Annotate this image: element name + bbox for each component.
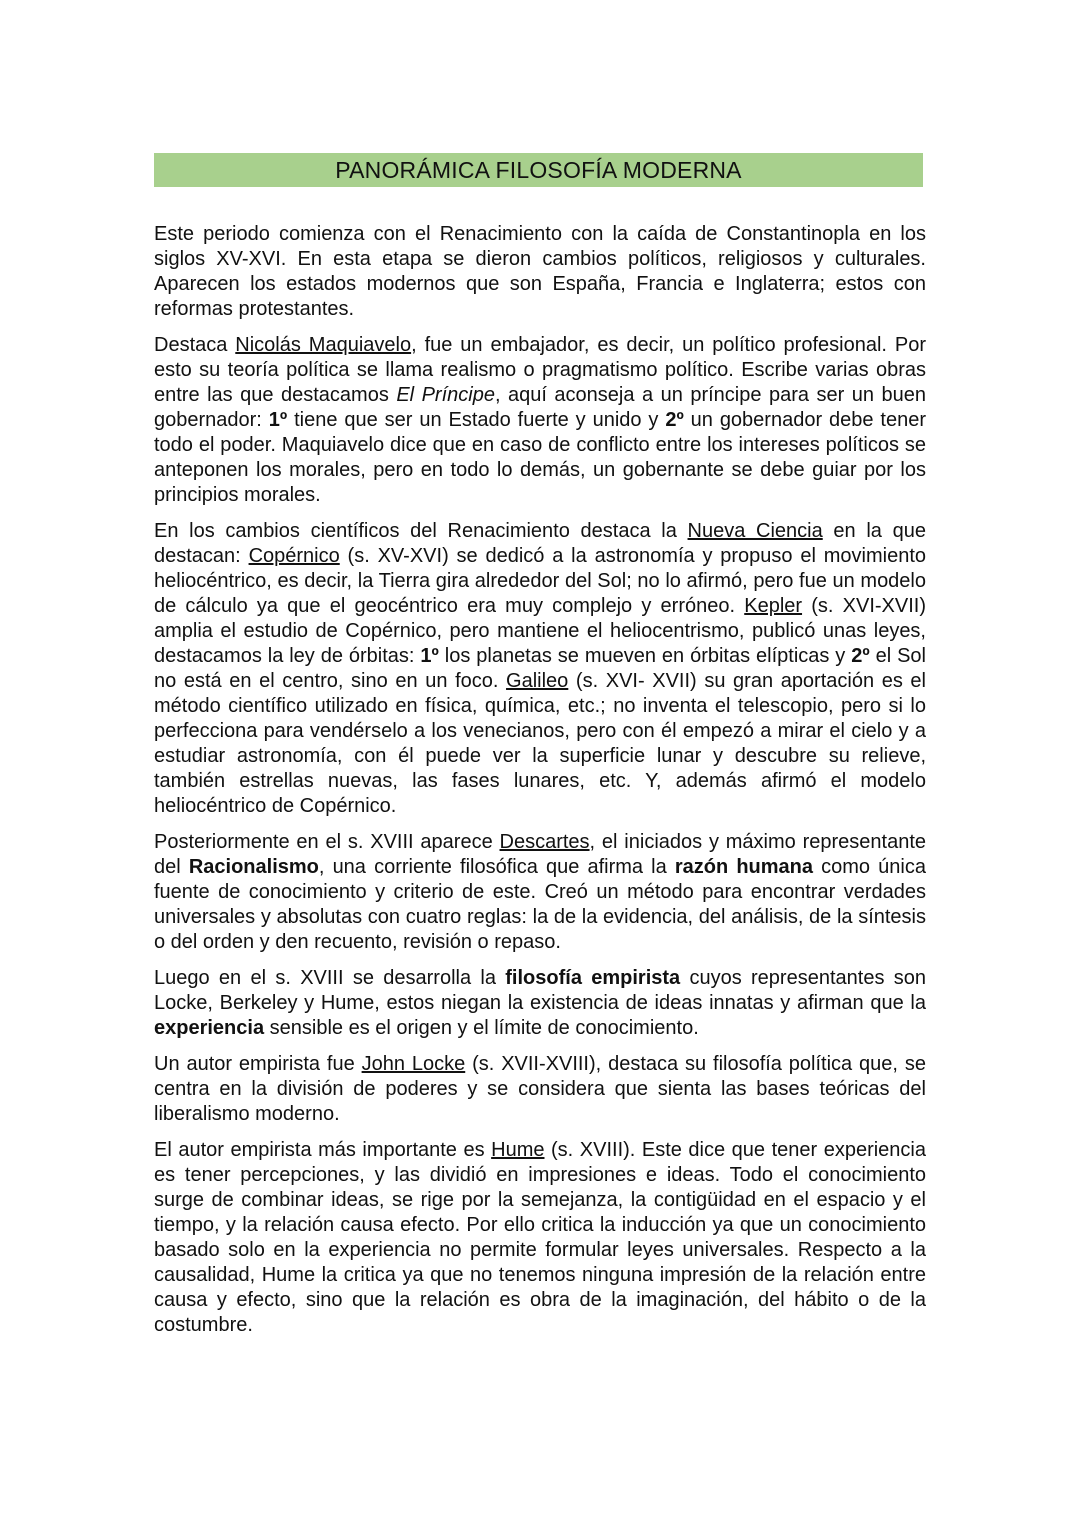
- text-run: el Sol no está en el centro, sino en un foco.: [154, 645, 926, 692]
- bold-text: Racionalismo: [188, 856, 319, 878]
- text-run: , una corriente filosófica que afirma la: [318, 856, 675, 878]
- text-run: (s. XVI-XVII) amplia el estudio de Copérnico, pero mantiene el heliocentrismo, publicó unas leyes, destacamos la ley de órbitas:: [154, 595, 926, 667]
- underlined-text: Galileo: [506, 670, 569, 692]
- page-title: PANORÁMICA FILOSOFÍA MODERNA: [335, 156, 742, 183]
- bold-text: 1º: [268, 409, 288, 431]
- text-run: En los cambios científicos del Renacimiento destaca la: [154, 520, 688, 542]
- text-run: (s. XVI- XVII) su gran aportación es el método científico utilizado en física, química, etc.; no inventa el telescopio, pero si lo perfecciona para vendérselo a los venecianos, pero con él empezó a mirar el cielo y a estudiar astronomía, con él puede ver la superficie lunar y descubre su relieve, también estrellas nuevas, las fases lunares, etc. Y, además afirmó el modelo heliocéntrico de Copérnico.: [154, 670, 926, 817]
- paragraph: [154, 1138, 926, 1338]
- document-body: [154, 222, 926, 1349]
- text-run: un gobernador debe tener todo el poder. Maquiavelo dice que en caso de conflicto entre los intereses políticos se anteponen los morales, pero en todo lo demás, un gobernante se debe guiar por los principios morales.: [154, 409, 926, 506]
- paragraph: [154, 333, 926, 508]
- text-run: (s. XVIII). Este dice que tener experiencia es tener percepciones, y las dividió en impresiones e ideas. Todo el conocimiento surge de combinar ideas, se rige por la semejanza, la contigüidad en el espacio y el tiempo, y la relación causa efecto. Por ello critica la inducción ya que un conocimiento basado solo en la experiencia no permite formular leyes universales. Respecto a la causalidad, Hume la critica ya que no tenemos ninguna impresión de la relación entre causa y efecto, sino que la relación es obra de la imaginación, del hábito o de la costumbre.: [154, 1139, 926, 1336]
- underlined-text: Nueva Ciencia: [687, 520, 823, 542]
- text-run: como única fuente de conocimiento y criterio de este. Creó un método para encontrar verdades universales y absolutas con cuatro reglas: la de la evidencia, del análisis, de la síntesis o del orden y den recuento, revisión o repaso.: [154, 856, 926, 953]
- text-run: , fue un embajador, es decir, un político profesional. Por esto su teoría política se llama realismo o pragmatismo político. Escribe varias obras entre las que destacamos: [154, 334, 926, 406]
- text-run: Este periodo comienza con el Renacimiento con la caída de Constantinopla en los siglos XV-XVI. En esta etapa se dieron cambios políticos, religiosos y culturales. Aparecen los estados modernos que son España, Francia e Inglaterra; estos con reformas protestantes.: [154, 223, 926, 320]
- bold-text: razón humana: [674, 856, 814, 878]
- text-run: tiene que ser un Estado fuerte y unido y: [287, 409, 666, 431]
- bold-text: filosofía empirista: [505, 967, 681, 989]
- text-run: sensible es el origen y el límite de conocimiento.: [264, 1017, 699, 1039]
- underlined-text: Kepler: [744, 595, 803, 617]
- paragraph: [154, 222, 926, 322]
- text-run: , el iniciados y máximo representante del: [154, 831, 927, 878]
- underlined-text: Nicolás Maquiavelo: [235, 334, 412, 356]
- bold-text: 1º: [420, 645, 439, 667]
- text-run: , aquí aconseja a un príncipe para ser un buen gobernador:: [154, 384, 926, 431]
- text-run: Un autor empirista fue: [154, 1053, 362, 1075]
- paragraph: [154, 519, 926, 819]
- text-run: El autor empirista más importante es: [154, 1139, 492, 1161]
- underlined-text: Hume: [491, 1139, 545, 1161]
- text-run: Posteriormente en el s. XVIII aparece: [154, 831, 500, 853]
- title-banner: [154, 153, 923, 187]
- paragraph: [154, 830, 926, 955]
- underlined-text: Descartes: [499, 831, 590, 853]
- paragraph: [154, 1052, 926, 1127]
- text-run: Destaca: [154, 334, 236, 356]
- italic-text: El Príncipe: [396, 384, 495, 406]
- paragraph: [154, 966, 926, 1041]
- text-run: (s. XV-XVI) se dedicó a la astronomía y propuso el movimiento heliocéntrico, es decir, la Tierra gira alrededor del Sol; no lo afirmó, pero fue un modelo de cálculo ya que el geocéntrico era muy complejo y erróneo.: [154, 545, 926, 617]
- text-run: cuyos representantes son Locke, Berkeley y Hume, estos niegan la existencia de ideas innatas y afirman que la: [154, 967, 926, 1014]
- text-run: (s. XVII-XVIII), destaca su filosofía política que, se centra en la división de poderes y se considera que sienta las bases teóricas del liberalismo moderno.: [154, 1053, 926, 1125]
- underlined-text: John Locke: [361, 1053, 466, 1075]
- text-run: los planetas se mueven en órbitas elípticas y: [438, 645, 852, 667]
- bold-text: 2º: [665, 409, 684, 431]
- text-run: en la que destacan:: [154, 520, 926, 567]
- bold-text: experiencia: [154, 1017, 265, 1039]
- text-run: Luego en el s. XVIII se desarrolla la: [154, 967, 506, 989]
- bold-text: 2º: [851, 645, 870, 667]
- underlined-text: Copérnico: [248, 545, 340, 567]
